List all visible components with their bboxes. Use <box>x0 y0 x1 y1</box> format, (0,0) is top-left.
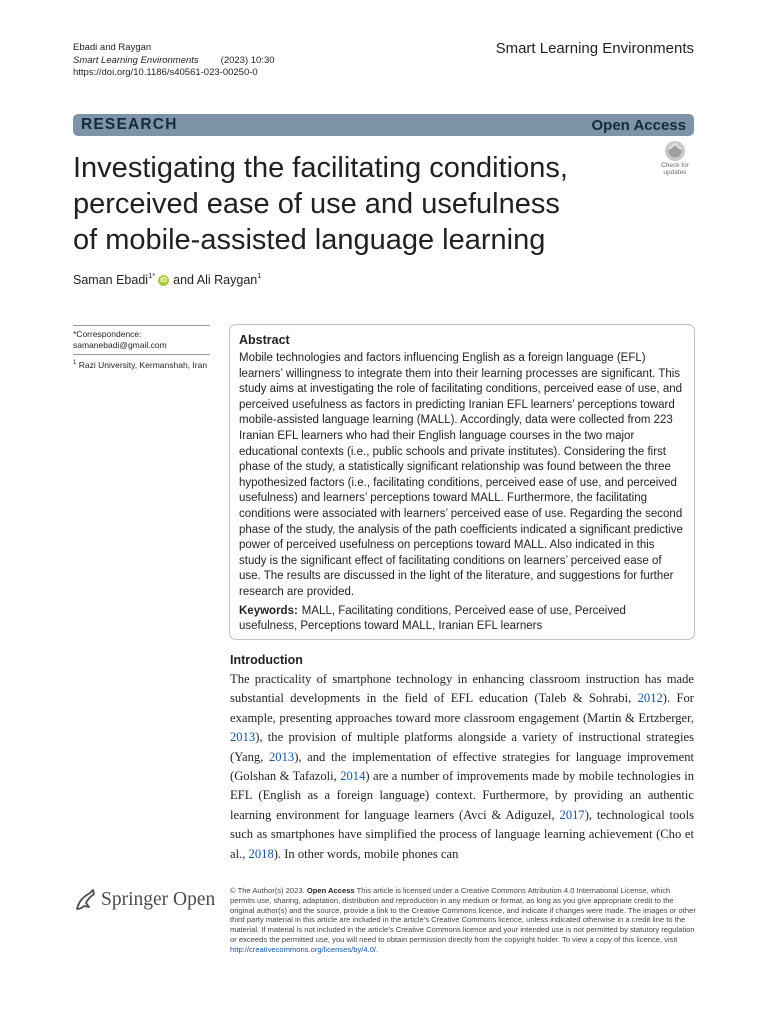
correspondence-email[interactable]: samanebadi@gmail.com <box>73 340 167 350</box>
body-text: ), and the implementation of effective strategies for language improvement (Golshan & Tafazoli, <box>230 749 694 784</box>
affiliation-text: Razi University, Kermanshah, Iran <box>78 359 208 370</box>
check-for-updates-badge[interactable] <box>655 140 695 180</box>
doi-link[interactable]: https://doi.org/10.1186/s40561-023-00250-0 <box>73 67 258 78</box>
abstract-box <box>229 324 695 640</box>
affiliation-sup: 1 <box>73 360 77 366</box>
citation-link[interactable]: 2012 <box>637 691 663 706</box>
citation-link[interactable]: 2014 <box>340 769 366 784</box>
body-text: The practicality of smartphone technology in enhancing classroom instruction has made substantial developments in the field of EFL education (Taleb & Sohrabi, <box>230 672 694 706</box>
correspondence-label: *Correspondence: <box>73 329 142 339</box>
introduction-paragraph <box>230 670 694 864</box>
copyright: © The Author(s) 2023. <box>230 886 305 895</box>
article-type-banner <box>73 114 694 136</box>
keywords-list: MALL, Facilitating conditions, Perceived ease of use, Perceived usefulness, Perceptions toward MALL, Iranian EFL learners <box>239 604 626 633</box>
footer-open-access: Open Access <box>306 886 355 895</box>
citation-link[interactable]: 2018 <box>248 846 274 861</box>
title-line: perceived ease of use and usefulness <box>73 188 560 220</box>
citation-link[interactable]: 2013 <box>230 730 256 745</box>
body-text: ) are a number of improvements made by mobile technologies in EFL (English as a foreign language) context. Furthermore, by providing an authentic learning environment for language learners (Avci & Adiguzel, <box>230 769 694 822</box>
title-line: of mobile-assisted language learning <box>73 224 546 256</box>
body-text: ), the provision of multiple platforms alongside a variety of instructional strategies (Yang, <box>230 730 694 764</box>
authors-short: Ebadi and Raygan <box>73 42 152 53</box>
author-name[interactable]: Saman Ebadi <box>73 273 149 287</box>
correspondence-note <box>73 325 210 351</box>
logo-text: Springer Open <box>101 889 216 910</box>
article-meta <box>73 42 275 80</box>
journal-name: Smart Learning Environments <box>495 40 694 57</box>
check-updates-line2: updates <box>663 169 687 176</box>
journal-italic: Smart Learning Environments <box>73 54 199 66</box>
article-type: RESEARCH <box>81 116 178 133</box>
footer-end: . <box>376 944 379 954</box>
volume: (2023) 10:30 <box>220 54 275 66</box>
orcid-icon[interactable]: iD <box>160 276 168 284</box>
springer-open-logo <box>73 887 215 913</box>
citation-link[interactable]: 2013 <box>269 749 295 764</box>
body-text: ). For example, presenting approaches toward more classroom engagement (Martin & Ertzberger, <box>230 691 694 725</box>
author-sup: 1* <box>148 270 156 280</box>
keywords-label: Keywords: <box>239 604 298 617</box>
abstract-heading: Abstract <box>239 333 290 347</box>
body-text: ). In other words, mobile phones can <box>273 846 459 861</box>
affiliation-note <box>73 354 210 371</box>
section-heading-introduction: Introduction <box>230 653 303 667</box>
license-footer <box>230 886 696 955</box>
license-link[interactable]: http://creativecommons.org/licenses/by/4.0/ <box>230 944 377 954</box>
abstract-text: Mobile technologies and factors influencing English as a foreign language (EFL) learners’ willingness to integrate them into their learning processes are significant. This study aims at investigating the role of facilitating conditions, perceived ease of use, and perceived usefulness as factors in predicting Iranian EFL learners’ perceptions toward mobile-assisted language learning (MALL). Accordingly, data were collected from 223 Iranian EFL learners who had their English language courses in the two major educational contexts (i.e., public schools and private institutes). Considering the first phase of the study, a statistically significant relationship was found between the three hypothesized factors (i.e., facilitating conditions, perceived ease of use, and perceived usefulness) and learners’ perceptions toward MALL. Furthermore, the facilitating conditions were associated with learners’ perceived ease of use. Regarding the second phase of the study, the analysis of the path coefficients indicated a significant predictive power of perceived usefulness on perceptions toward MALL. Also indicated in this study is the significant effect of facilitating conditions on learners’ perceived ease of use. The results are discussed in the light of the literature, and suggestions for further research are provided. <box>239 352 683 598</box>
author-sup: 1 <box>257 270 262 280</box>
check-updates-line1: Check for <box>661 162 689 169</box>
citation-link[interactable]: 2017 <box>559 807 585 822</box>
title-line: Investigating the facilitating conditions, <box>73 152 568 184</box>
license-text: This article is licensed under a Creative Commons Attribution 4.0 International License, which permits use, sharing, adaptation, distribution and reproduction in any medium or format, as long as you give appropriate credit to the original author(s) and the source, provide a link to the Creative Commons licence, and indicate if changes were made. The images or other third party material in this article are included in the article’s Creative Commons licence, unless indicated otherwise in a credit line to the material. If material is not included in the article’s Creative Commons licence and your intended use is not permitted by statutory regulation or exceeds the permitted use, you will need to obtain permission directly from the copyright holder. To view a copy of this licence, visit <box>230 886 696 944</box>
author-list <box>73 270 262 287</box>
springer-horse-icon <box>73 887 97 913</box>
article-title <box>73 150 633 258</box>
body-text: ), technological tools such as smartphones have simplified the process of language learning achievement (Cho et al., <box>230 807 694 861</box>
check-updates-icon <box>655 140 695 164</box>
keywords <box>239 604 684 635</box>
open-access-label: Open Access <box>591 116 686 134</box>
author-name[interactable]: and Ali Raygan <box>173 273 258 287</box>
